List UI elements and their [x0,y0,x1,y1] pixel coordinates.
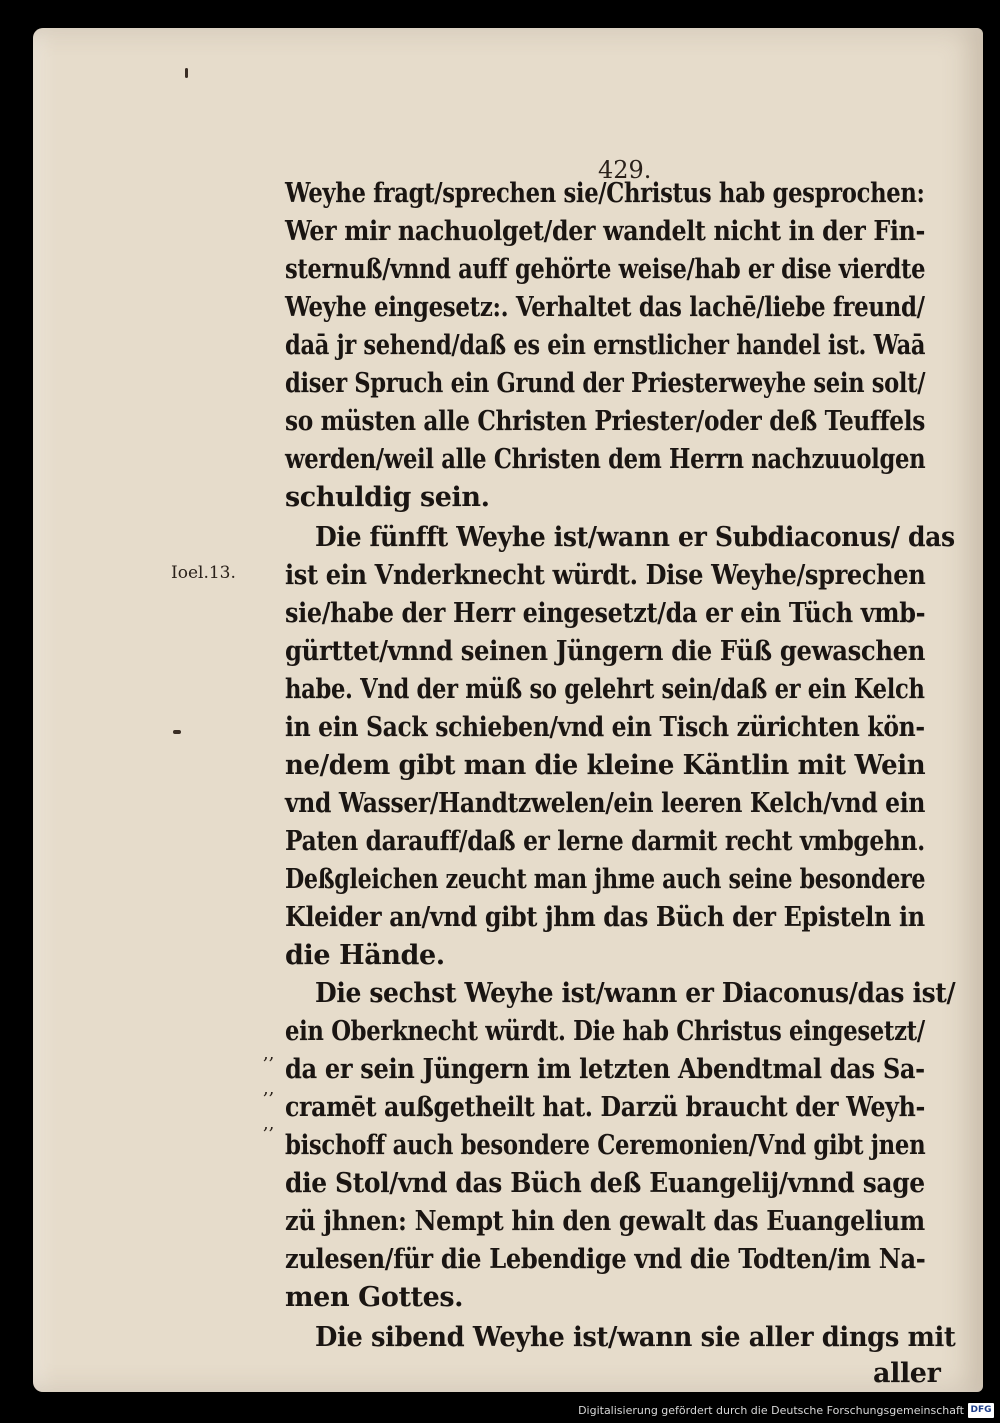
footer-text: Digitalisierung gefördert durch die Deutsche Forschungsgemeinschaft [578,1404,964,1417]
text-line: da er sein Jüngern im letzten Abendtmal das Sa‑ [285,1054,925,1085]
text-line: cramēt außgetheilt hat. Darzü braucht der Weyh‑ [285,1092,925,1123]
ink-speck [185,68,188,78]
text-line: ist ein Vnderknecht würdt. Dise Weyhe/sprechen [285,560,926,591]
text-line: die Stol/vnd das Büch deß Euangelij/vnnd sage [285,1168,925,1199]
text-line: zü jhnen: Nempt hin den gewalt das Euangelium [285,1206,925,1237]
text-line: schuldig sein. [285,482,490,513]
text-line: men Gottes. [285,1282,464,1313]
text-line: daā jr sehend/daß es ein ernstlicher handel ist. Waā [285,330,926,361]
text-line: Paten darauff/daß er lerne darmit recht vmbgehn. [285,826,925,857]
text-line: in ein Sack schieben/vnd ein Tisch zürichten kön‑ [285,712,925,743]
text-line: ein Oberknecht würdt. Die hab Christus eingesetzt/ [285,1016,925,1047]
margin-note: Ioel.13. [171,563,236,583]
quote-mark: ,, [263,1078,275,1099]
text-line: vnd Wasser/Handtzwelen/ein leeren Kelch/vnd ein [285,788,926,819]
text-line: Deßgleichen zeucht man jhme auch seine besondere [285,864,926,895]
text-line: Die sibend Weyhe ist/wann sie aller dings mit [315,1322,956,1353]
text-line: Weyhe eingesetz:. Verhaltet das lachē/liebe freund/ [285,292,925,323]
text-line: ne/dem gibt man die kleine Käntlin mit Wein [285,750,926,781]
text-line: habe. Vnd der müß so gelehrt sein/daß er ein Kelch [285,674,925,705]
text-line: diser Spruch ein Grund der Priesterweyhe sein solt/ [285,368,926,399]
text-line: Wer mir nachuolget/der wandelt nicht in der Fin‑ [285,216,925,247]
footer-bar [0,1400,1000,1423]
text-line: Weyhe fragt/sprechen sie/Christus hab gesprochen: [285,178,925,209]
catchword: aller [873,1358,941,1389]
book-page [33,28,983,1392]
quote-mark: ,, [263,1043,275,1064]
text-line: sie/habe der Herr eingesetzt/da er ein Tüch vmb‑ [285,598,926,629]
text-line: Die sechst Weyhe ist/wann er Diaconus/das ist/ [315,978,956,1009]
text-line: bischoff auch besondere Ceremonien/Vnd gibt jnen [285,1130,926,1161]
text-line: zulesen/für die Lebendige vnd die Todten/im Na‑ [285,1244,926,1275]
text-line: gürttet/vnnd seinen Jüngern die Füß gewaschen [285,636,926,667]
text-line: Die fünfft Weyhe ist/wann er Subdiaconus/ das [315,522,955,553]
text-line: Kleider an/vnd gibt jhm das Büch der Episteln in [285,902,925,933]
text-line: werden/weil alle Christen dem Herrn nachzuuolgen [285,444,926,475]
dfg-logo-icon: DFG [968,1403,994,1418]
page-text [33,28,983,1392]
ink-speck [173,730,181,734]
page-number: 429. [598,156,652,184]
text-line: so müsten alle Christen Priester/oder deß Teuffels [285,406,925,437]
text-line: die Hände. [285,940,445,971]
quote-mark: ,, [263,1113,275,1134]
text-line: sternuß/vnnd auff gehörte weise/hab er dise vierdte [285,254,926,285]
